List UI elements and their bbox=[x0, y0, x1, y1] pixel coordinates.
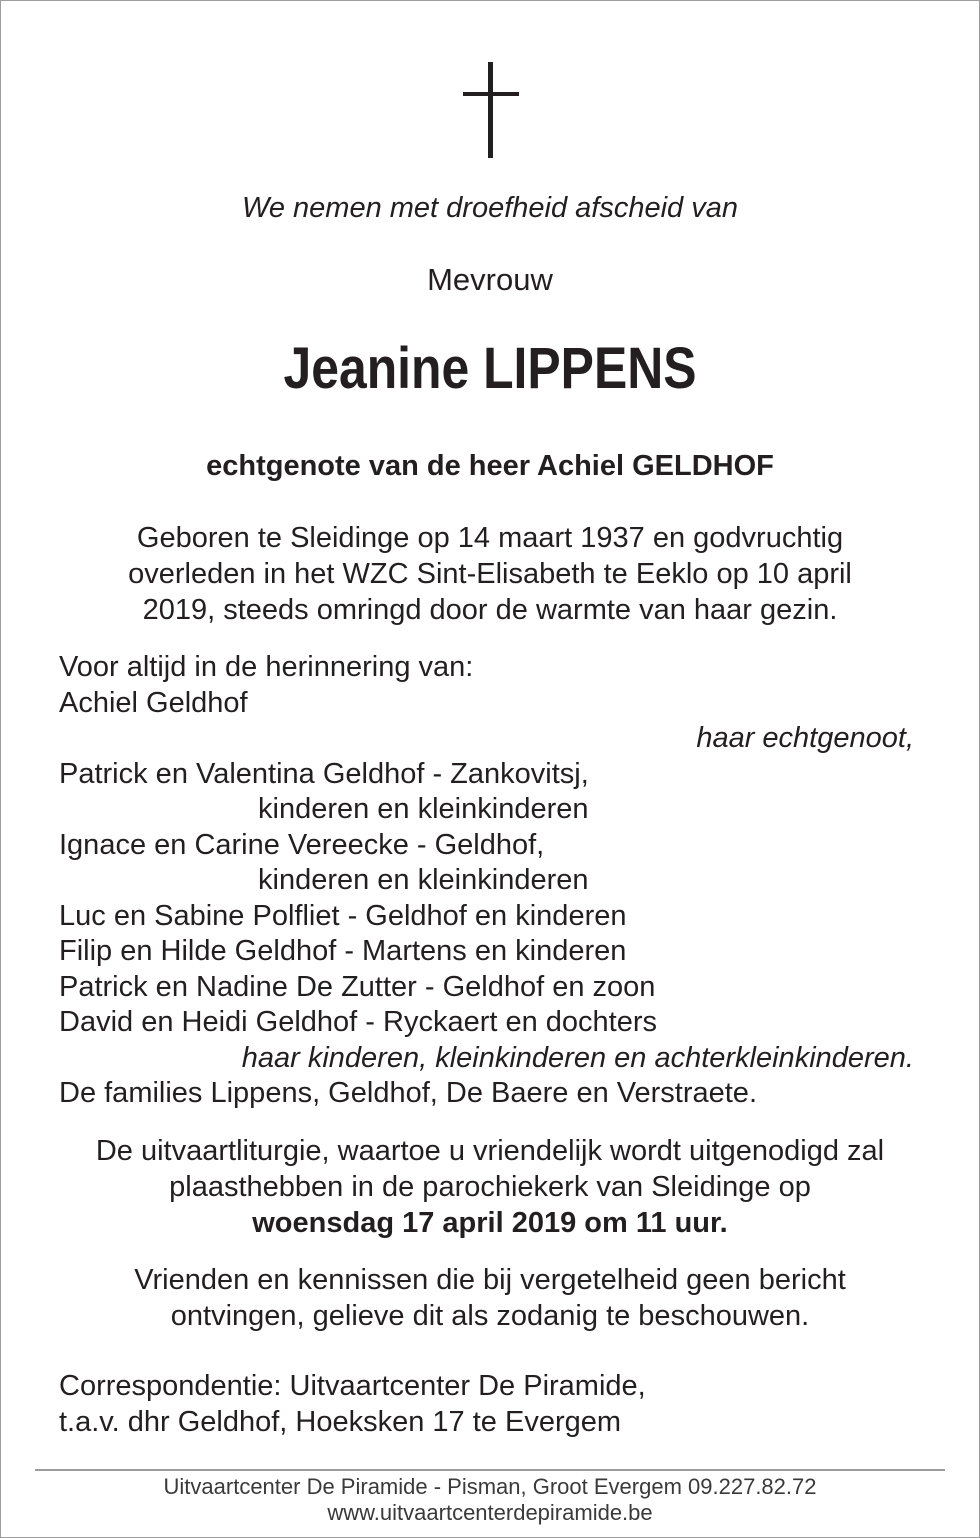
footer-contact: Uitvaartcenter De Piramide - Pisman, Groot Evergem 09.227.82.72 bbox=[163, 1474, 817, 1499]
families-line: De families Lippens, Geldhof, De Baere en Verstraete. bbox=[59, 1077, 757, 1109]
correspondence-line-1: Correspondentie: Uitvaartcenter De Piramide, bbox=[59, 1370, 646, 1402]
birth-line-1: Geboren te Sleidinge op 14 maart 1937 en godvruchtig bbox=[136, 522, 844, 554]
cross-icon bbox=[463, 62, 519, 158]
birth-death-paragraph bbox=[0, 520, 980, 628]
family-line: Filip en Hilde Geldhof - Martens en kinderen bbox=[59, 935, 627, 967]
family-line: David en Heidi Geldhof - Ryckaert en dochters bbox=[59, 1006, 658, 1038]
friends-line-1: Vrienden en kennissen die bij vergetelheid geen bericht bbox=[134, 1264, 846, 1296]
funeral-service bbox=[0, 1133, 980, 1241]
friends-notice bbox=[0, 1262, 980, 1334]
birth-line-3: 2019, steeds omringd door de warmte van haar gezin. bbox=[142, 594, 838, 626]
family-line: Patrick en Valentina Geldhof - Zankovitsj, bbox=[59, 757, 589, 790]
service-date: woensdag 17 april 2019 om 11 uur. bbox=[252, 1207, 728, 1239]
service-line-1: De uitvaartliturgie, waartoe u vriendelijk wordt uitgenodigd zal bbox=[95, 1135, 885, 1167]
children-role: haar kinderen, kleinkinderen en achterkleinkinderen. bbox=[241, 1041, 914, 1074]
husband-role: haar echtgenoot, bbox=[696, 722, 914, 754]
service-line-2: plaasthebben in de parochiekerk van Sleidinge op bbox=[169, 1171, 811, 1203]
deceased-name: Jeanine LIPPENS bbox=[283, 336, 697, 401]
memory-heading: Voor altijd in de herinnering van: bbox=[59, 651, 474, 683]
family-line: kinderen en kleinkinderen bbox=[258, 793, 589, 825]
footer-divider bbox=[35, 1469, 945, 1471]
family-line: kinderen en kleinkinderen bbox=[258, 864, 589, 896]
honorific: Mevrouw bbox=[427, 262, 553, 297]
family-line: Patrick en Nadine De Zutter - Geldhof en zoon bbox=[59, 970, 656, 1003]
footer bbox=[0, 1474, 980, 1526]
birth-line-2: overleden in het WZC Sint-Elisabeth te Eeklo op 10 april bbox=[128, 558, 852, 590]
intro-text: We nemen met droefheid afscheid van bbox=[242, 192, 738, 224]
husband-name: Achiel Geldhof bbox=[59, 686, 248, 719]
footer-website[interactable]: www.uitvaartcenterdepiramide.be bbox=[327, 1500, 653, 1525]
family-line: Ignace en Carine Vereecke - Geldhof, bbox=[59, 828, 545, 861]
correspondence-line-2: t.a.v. dhr Geldhof, Hoeksken 17 te Evergem bbox=[59, 1406, 622, 1438]
correspondence bbox=[59, 1368, 646, 1440]
spouse-line: echtgenote van de heer Achiel GELDHOF bbox=[206, 450, 774, 482]
family-list bbox=[0, 650, 980, 1112]
friends-line-2: ontvingen, gelieve dit als zodanig te beschouwen. bbox=[170, 1300, 810, 1332]
family-line: Luc en Sabine Polfliet - Geldhof en kinderen bbox=[59, 899, 627, 932]
